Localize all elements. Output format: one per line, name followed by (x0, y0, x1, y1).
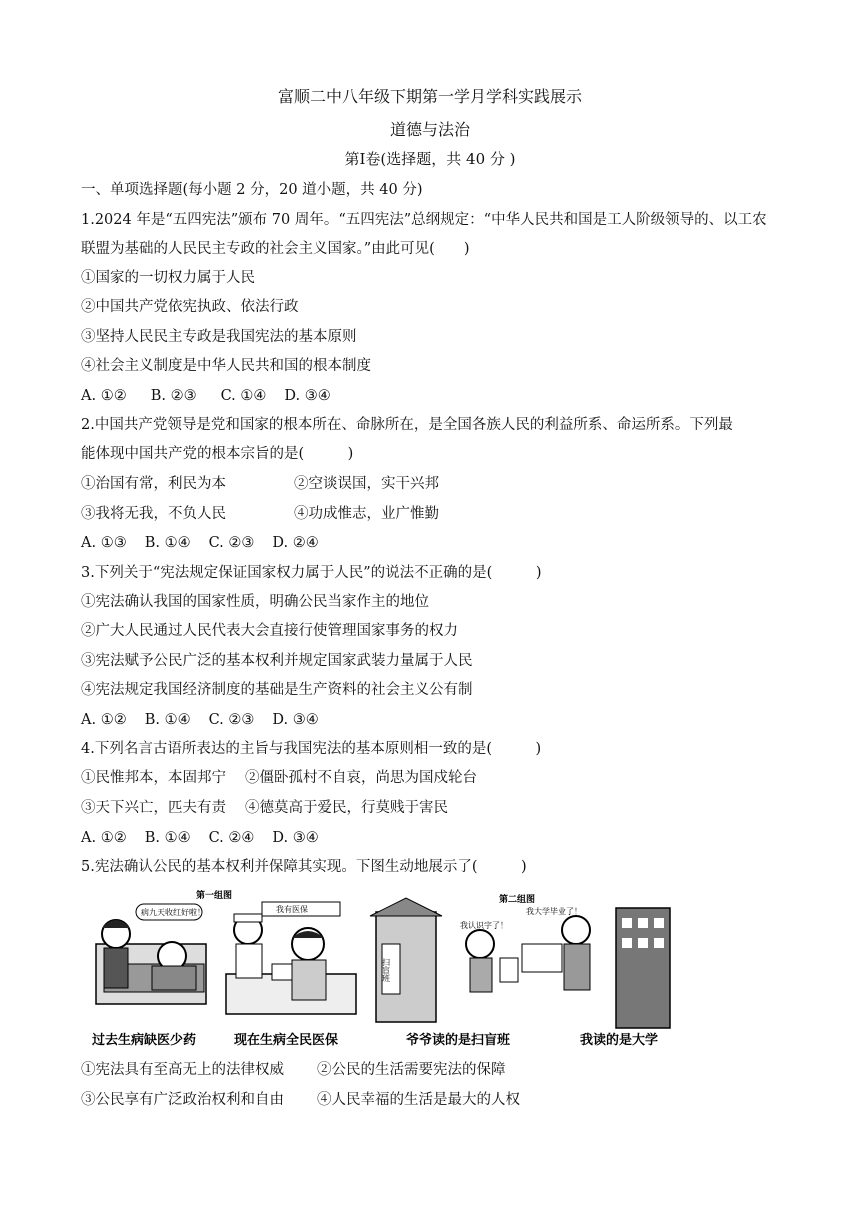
caption-literacy-class: 爷爷读的是扫盲班 (406, 1033, 511, 1048)
q3-options (81, 710, 319, 730)
q2-item-3: ③我将无我，不负人民 (81, 506, 226, 522)
q4-item-1: ①民惟邦本，本固邦宁 (81, 770, 226, 786)
q1-item-4: ④社会主义制度是中华人民共和国的根本制度 (81, 358, 371, 374)
q3-item-1: ①宪法确认我国的国家性质，明确公民当家作主的地位 (81, 594, 429, 610)
q3-stem: 3.下列关于“宪法规定保证国家权力属于人民”的说法不正确的是( ) (81, 565, 542, 581)
bubble-insurance: 我有医保 (276, 905, 308, 914)
q3-item-4: ④宪法规定我国经济制度的基础是生产资料的社会主义公有制 (81, 682, 473, 698)
bubble-literacy: 我认识字了！ (460, 921, 508, 930)
q3-option-b: B. ①④ (144, 712, 191, 728)
q5-stem: 5.宪法确认公民的基本权利并保障其实现。下图生动地展示了( ) (81, 859, 527, 875)
q4-option-b: B. ①④ (144, 830, 191, 846)
group1-label: 第一组图 (196, 891, 233, 901)
group2-label: 第二组图 (499, 895, 536, 905)
q5-item-4: ④人民幸福的生活是最大的人权 (317, 1092, 520, 1108)
caption-university: 我读的是大学 (580, 1033, 659, 1048)
bubble-sick: 病九天收红好啦！ (141, 908, 205, 917)
q1-stem-line1: 1.2024 年是“五四宪法”颁布 70 周年。“五四宪法”总纲规定：“中华人民共和国是工人阶级领导的、以工农 (81, 212, 767, 228)
q1-option-a: A. ①② (81, 388, 127, 404)
q2-stem-line2: 能体现中国共产党的根本宗旨的是( ) (81, 446, 354, 462)
q4-item-2: ②僵卧孤村不自哀，尚思为国戍轮台 (245, 770, 477, 786)
q4-options (81, 828, 319, 848)
q1-item-1: ①国家的一切权力属于人民 (81, 270, 255, 286)
q2-option-d: D. ②④ (272, 535, 319, 551)
school-title: 富顺二中八年级下期第一学月学科实践展示 (277, 87, 582, 106)
q1-options (81, 386, 331, 406)
q4-item-4: ④德莫高于爱民，行莫贱于害民 (245, 800, 448, 816)
q2-item-4: ④功成惟志，业广惟勤 (294, 506, 439, 522)
q2-option-a: A. ①③ (81, 535, 127, 551)
q3-option-a: A. ①② (81, 712, 127, 728)
bubble-graduate: 我大学毕业了！ (526, 907, 582, 916)
panel-literacy-class (370, 898, 518, 1022)
q4-option-d: D. ③④ (272, 830, 319, 846)
caption-now-insurance: 现在生病全民医保 (234, 1033, 339, 1048)
q2-option-c: C. ②③ (208, 535, 255, 551)
panel-university (522, 906, 670, 1028)
section-heading: 一、单项选择题(每小题 2 分，20 道小题，共 40 分) (81, 182, 423, 198)
q1-item-3: ③坚持人民民主专政是我国宪法的基本原则 (81, 329, 357, 345)
q2-stem-line1: 2.中国共产党领导是党和国家的根本所在、命脉所在，是全国各族人民的利益所系、命运所系。下列最 (81, 417, 733, 433)
q3-option-d: D. ③④ (272, 712, 319, 728)
q2-option-b: B. ①④ (144, 535, 191, 551)
q5-item-3: ③公民享有广泛政治权利和自由 (81, 1092, 284, 1108)
q2-item-2: ②空谈误国，实干兴邦 (294, 476, 439, 492)
q4-option-a: A. ①② (81, 830, 127, 846)
q3-item-3: ③宪法赋予公民广泛的基本权利并规定国家武装力量属于人民 (81, 653, 473, 669)
q3-option-c: C. ②③ (208, 712, 255, 728)
q1-item-2: ②中国共产党依宪执政、依法行政 (81, 299, 299, 315)
volume-title: 第Ⅰ卷(选择题，共 40 分 ) (344, 150, 516, 168)
q4-stem: 4.下列名言古语所表达的主旨与我国宪法的基本原则相一致的是( ) (81, 741, 542, 757)
q2-item-1: ①治国有常，利民为本 (81, 476, 226, 492)
q1-option-c: C. ①④ (220, 388, 267, 404)
q4-option-c: C. ②④ (208, 830, 255, 846)
panel-now-insurance (226, 902, 356, 1014)
q3-item-2: ②广大人民通过人民代表大会直接行使管理国家事务的权力 (81, 623, 458, 639)
q1-option-b: B. ②③ (150, 388, 197, 404)
q2-options (81, 533, 319, 553)
q4-item-3: ③天下兴亡，匹夫有责 (81, 800, 226, 816)
sign-literacy: 扫盲班 (381, 958, 391, 982)
subject-title: 道德与法治 (389, 120, 470, 139)
panel-past-illness (96, 904, 206, 1004)
q1-stem-line2: 联盟为基础的人民民主专政的社会主义国家。”由此可见( ) (81, 241, 470, 257)
constitution-rights-cartoon (86, 884, 676, 1054)
caption-past-illness: 过去生病缺医少药 (92, 1033, 197, 1048)
q1-option-d: D. ③④ (284, 388, 331, 404)
q5-item-1: ①宪法具有至高无上的法律权威 (81, 1062, 284, 1078)
q5-item-2: ②公民的生活需要宪法的保障 (317, 1062, 506, 1078)
